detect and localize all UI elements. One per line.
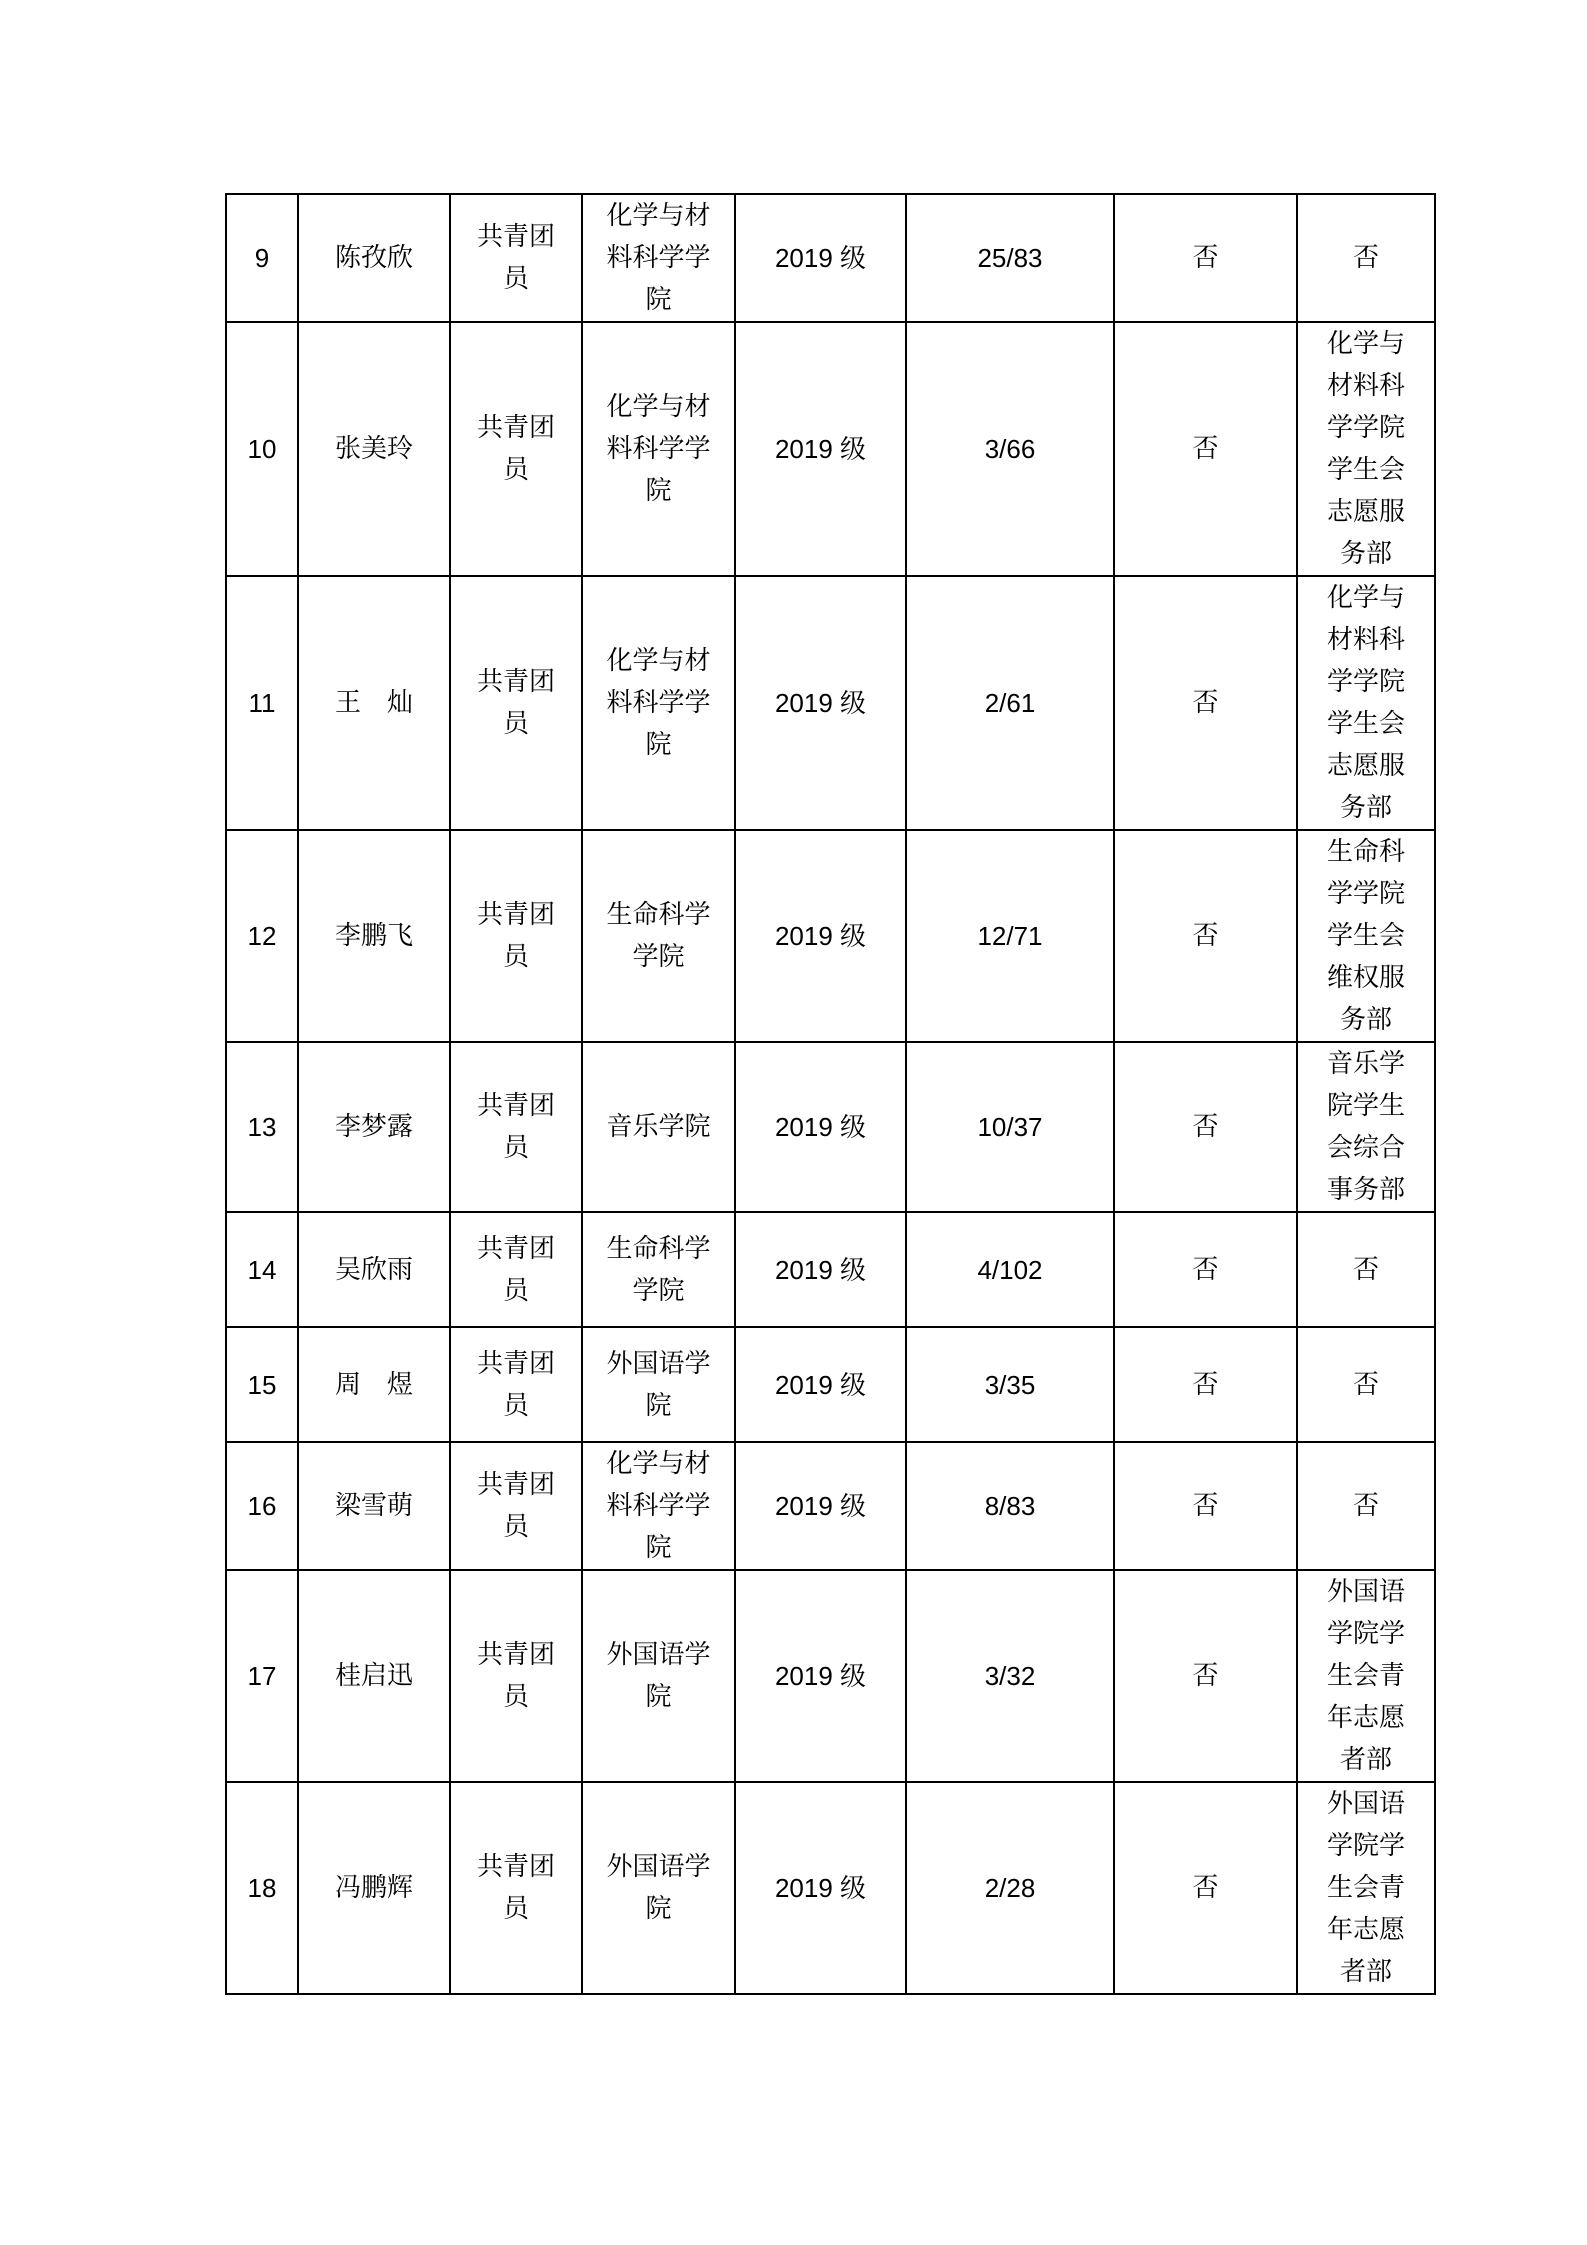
- flag-cell: 否: [1114, 1042, 1297, 1212]
- college-text: 化学与材料科学学院: [606, 1449, 711, 1563]
- table-row: [226, 1442, 1435, 1570]
- row-number-cell: 17: [226, 1570, 298, 1782]
- political-status-text: 共青团员: [476, 1470, 555, 1542]
- college-cell: [582, 194, 735, 322]
- political-status-cell: [450, 1042, 582, 1212]
- flag-cell: 否: [1114, 322, 1297, 576]
- political-status-cell: [450, 1327, 582, 1442]
- grade-cell: 2019 级: [735, 322, 906, 576]
- student-name-cell: 张美玲: [298, 322, 450, 576]
- student-union-position-text: 化学与材料科学学院学生会志愿服务部: [1326, 583, 1405, 823]
- college-cell: [582, 322, 735, 576]
- row-number-cell: 13: [226, 1042, 298, 1212]
- political-status-cell: [450, 1442, 582, 1570]
- student-union-position-cell: [1297, 1570, 1435, 1782]
- ranking-cell: 25/83: [906, 194, 1114, 322]
- student-name-cell: 吴欣雨: [298, 1212, 450, 1327]
- flag-cell: 否: [1114, 1570, 1297, 1782]
- ranking-cell: 12/71: [906, 830, 1114, 1042]
- ranking-cell: 4/102: [906, 1212, 1114, 1327]
- political-status-text: 共青团员: [476, 900, 555, 972]
- student-name-cell: 周 煜: [298, 1327, 450, 1442]
- political-status-text: 共青团员: [476, 667, 555, 739]
- table-row: [226, 1782, 1435, 1994]
- ranking-cell: 3/32: [906, 1570, 1114, 1782]
- college-text: 外国语学院: [606, 1852, 711, 1924]
- grade-cell: 2019 级: [735, 1042, 906, 1212]
- table-row: [226, 830, 1435, 1042]
- student-union-position-cell: [1297, 1327, 1435, 1442]
- college-text: 生命科学学院: [606, 1233, 711, 1306]
- row-number-cell: 10: [226, 322, 298, 576]
- student-union-position-cell: [1297, 194, 1435, 322]
- student-union-position-cell: [1297, 1782, 1435, 1994]
- college-cell: [582, 1327, 735, 1442]
- flag-cell: 否: [1114, 576, 1297, 830]
- grade-cell: 2019 级: [735, 194, 906, 322]
- political-status-text: 共青团员: [476, 222, 555, 294]
- political-status-text: 共青团员: [476, 1233, 555, 1306]
- table-row: [226, 1042, 1435, 1212]
- political-status-cell: [450, 194, 582, 322]
- ranking-cell: 2/28: [906, 1782, 1114, 1994]
- row-number-cell: 9: [226, 194, 298, 322]
- college-text: 化学与材料科学学院: [606, 392, 711, 506]
- college-text: 外国语学院: [606, 1640, 711, 1712]
- ranking-cell: 10/37: [906, 1042, 1114, 1212]
- row-number-cell: 15: [226, 1327, 298, 1442]
- row-number-cell: 18: [226, 1782, 298, 1994]
- college-text: 化学与材料科学学院: [606, 201, 711, 315]
- college-cell: [582, 576, 735, 830]
- row-number-cell: 12: [226, 830, 298, 1042]
- table-row: [226, 1570, 1435, 1782]
- student-name-cell: 王 灿: [298, 576, 450, 830]
- student-union-position-text: 外国语学院学生会青年志愿者部: [1326, 1789, 1405, 1987]
- student-name-cell: 梁雪萌: [298, 1442, 450, 1570]
- row-number-cell: 11: [226, 576, 298, 830]
- flag-cell: 否: [1114, 1442, 1297, 1570]
- political-status-text: 共青团员: [476, 1348, 555, 1421]
- grade-cell: 2019 级: [735, 1782, 906, 1994]
- college-cell: [582, 830, 735, 1042]
- student-union-position-text: 化学与材料科学学院学生会志愿服务部: [1326, 329, 1405, 569]
- flag-cell: 否: [1114, 1782, 1297, 1994]
- student-union-position-text: 否: [1352, 1369, 1379, 1400]
- flag-cell: 否: [1114, 1212, 1297, 1327]
- table-row: [226, 1212, 1435, 1327]
- student-union-position-cell: [1297, 1442, 1435, 1570]
- college-cell: [582, 1570, 735, 1782]
- student-name-cell: 冯鹏辉: [298, 1782, 450, 1994]
- student-union-position-cell: [1297, 1212, 1435, 1327]
- political-status-cell: [450, 1212, 582, 1327]
- student-union-position-text: 否: [1352, 1254, 1379, 1285]
- student-name-cell: 桂启迅: [298, 1570, 450, 1782]
- college-text: 化学与材料科学学院: [606, 646, 711, 760]
- table-row: [226, 322, 1435, 576]
- political-status-text: 共青团员: [476, 1852, 555, 1924]
- row-number-cell: 16: [226, 1442, 298, 1570]
- political-status-text: 共青团员: [476, 1091, 555, 1163]
- college-text: 音乐学院: [606, 1112, 711, 1142]
- student-union-position-text: 外国语学院学生会青年志愿者部: [1326, 1577, 1405, 1775]
- ranking-cell: 8/83: [906, 1442, 1114, 1570]
- grade-cell: 2019 级: [735, 1570, 906, 1782]
- college-cell: [582, 1782, 735, 1994]
- table-row: [226, 576, 1435, 830]
- student-union-position-text: 否: [1352, 243, 1379, 273]
- student-union-position-text: 生命科学学院学生会维权服务部: [1326, 837, 1405, 1035]
- college-cell: [582, 1042, 735, 1212]
- row-number-cell: 14: [226, 1212, 298, 1327]
- ranking-cell: 2/61: [906, 576, 1114, 830]
- political-status-cell: [450, 1570, 582, 1782]
- college-cell: [582, 1442, 735, 1570]
- table-row: [226, 1327, 1435, 1442]
- ranking-cell: 3/35: [906, 1327, 1114, 1442]
- grade-cell: 2019 级: [735, 1327, 906, 1442]
- flag-cell: 否: [1114, 830, 1297, 1042]
- student-name-cell: 李鹏飞: [298, 830, 450, 1042]
- student-roster-table: [225, 193, 1436, 1995]
- student-union-position-cell: [1297, 322, 1435, 576]
- student-union-position-text: 音乐学院学生会综合事务部: [1326, 1049, 1405, 1205]
- political-status-cell: [450, 830, 582, 1042]
- college-cell: [582, 1212, 735, 1327]
- flag-cell: 否: [1114, 194, 1297, 322]
- political-status-text: 共青团员: [476, 1640, 555, 1712]
- flag-cell: 否: [1114, 1327, 1297, 1442]
- student-union-position-cell: [1297, 830, 1435, 1042]
- student-union-position-text: 否: [1352, 1491, 1379, 1521]
- grade-cell: 2019 级: [735, 1442, 906, 1570]
- table-row: [226, 194, 1435, 322]
- student-name-cell: 李梦露: [298, 1042, 450, 1212]
- political-status-cell: [450, 1782, 582, 1994]
- political-status-cell: [450, 322, 582, 576]
- political-status-text: 共青团员: [476, 413, 555, 485]
- college-text: 外国语学院: [606, 1348, 711, 1421]
- student-union-position-cell: [1297, 1042, 1435, 1212]
- college-text: 生命科学学院: [606, 900, 711, 972]
- grade-cell: 2019 级: [735, 576, 906, 830]
- student-union-position-cell: [1297, 576, 1435, 830]
- student-name-cell: 陈孜欣: [298, 194, 450, 322]
- grade-cell: 2019 级: [735, 830, 906, 1042]
- political-status-cell: [450, 576, 582, 830]
- grade-cell: 2019 级: [735, 1212, 906, 1327]
- ranking-cell: 3/66: [906, 322, 1114, 576]
- roster-body: [226, 194, 1435, 1994]
